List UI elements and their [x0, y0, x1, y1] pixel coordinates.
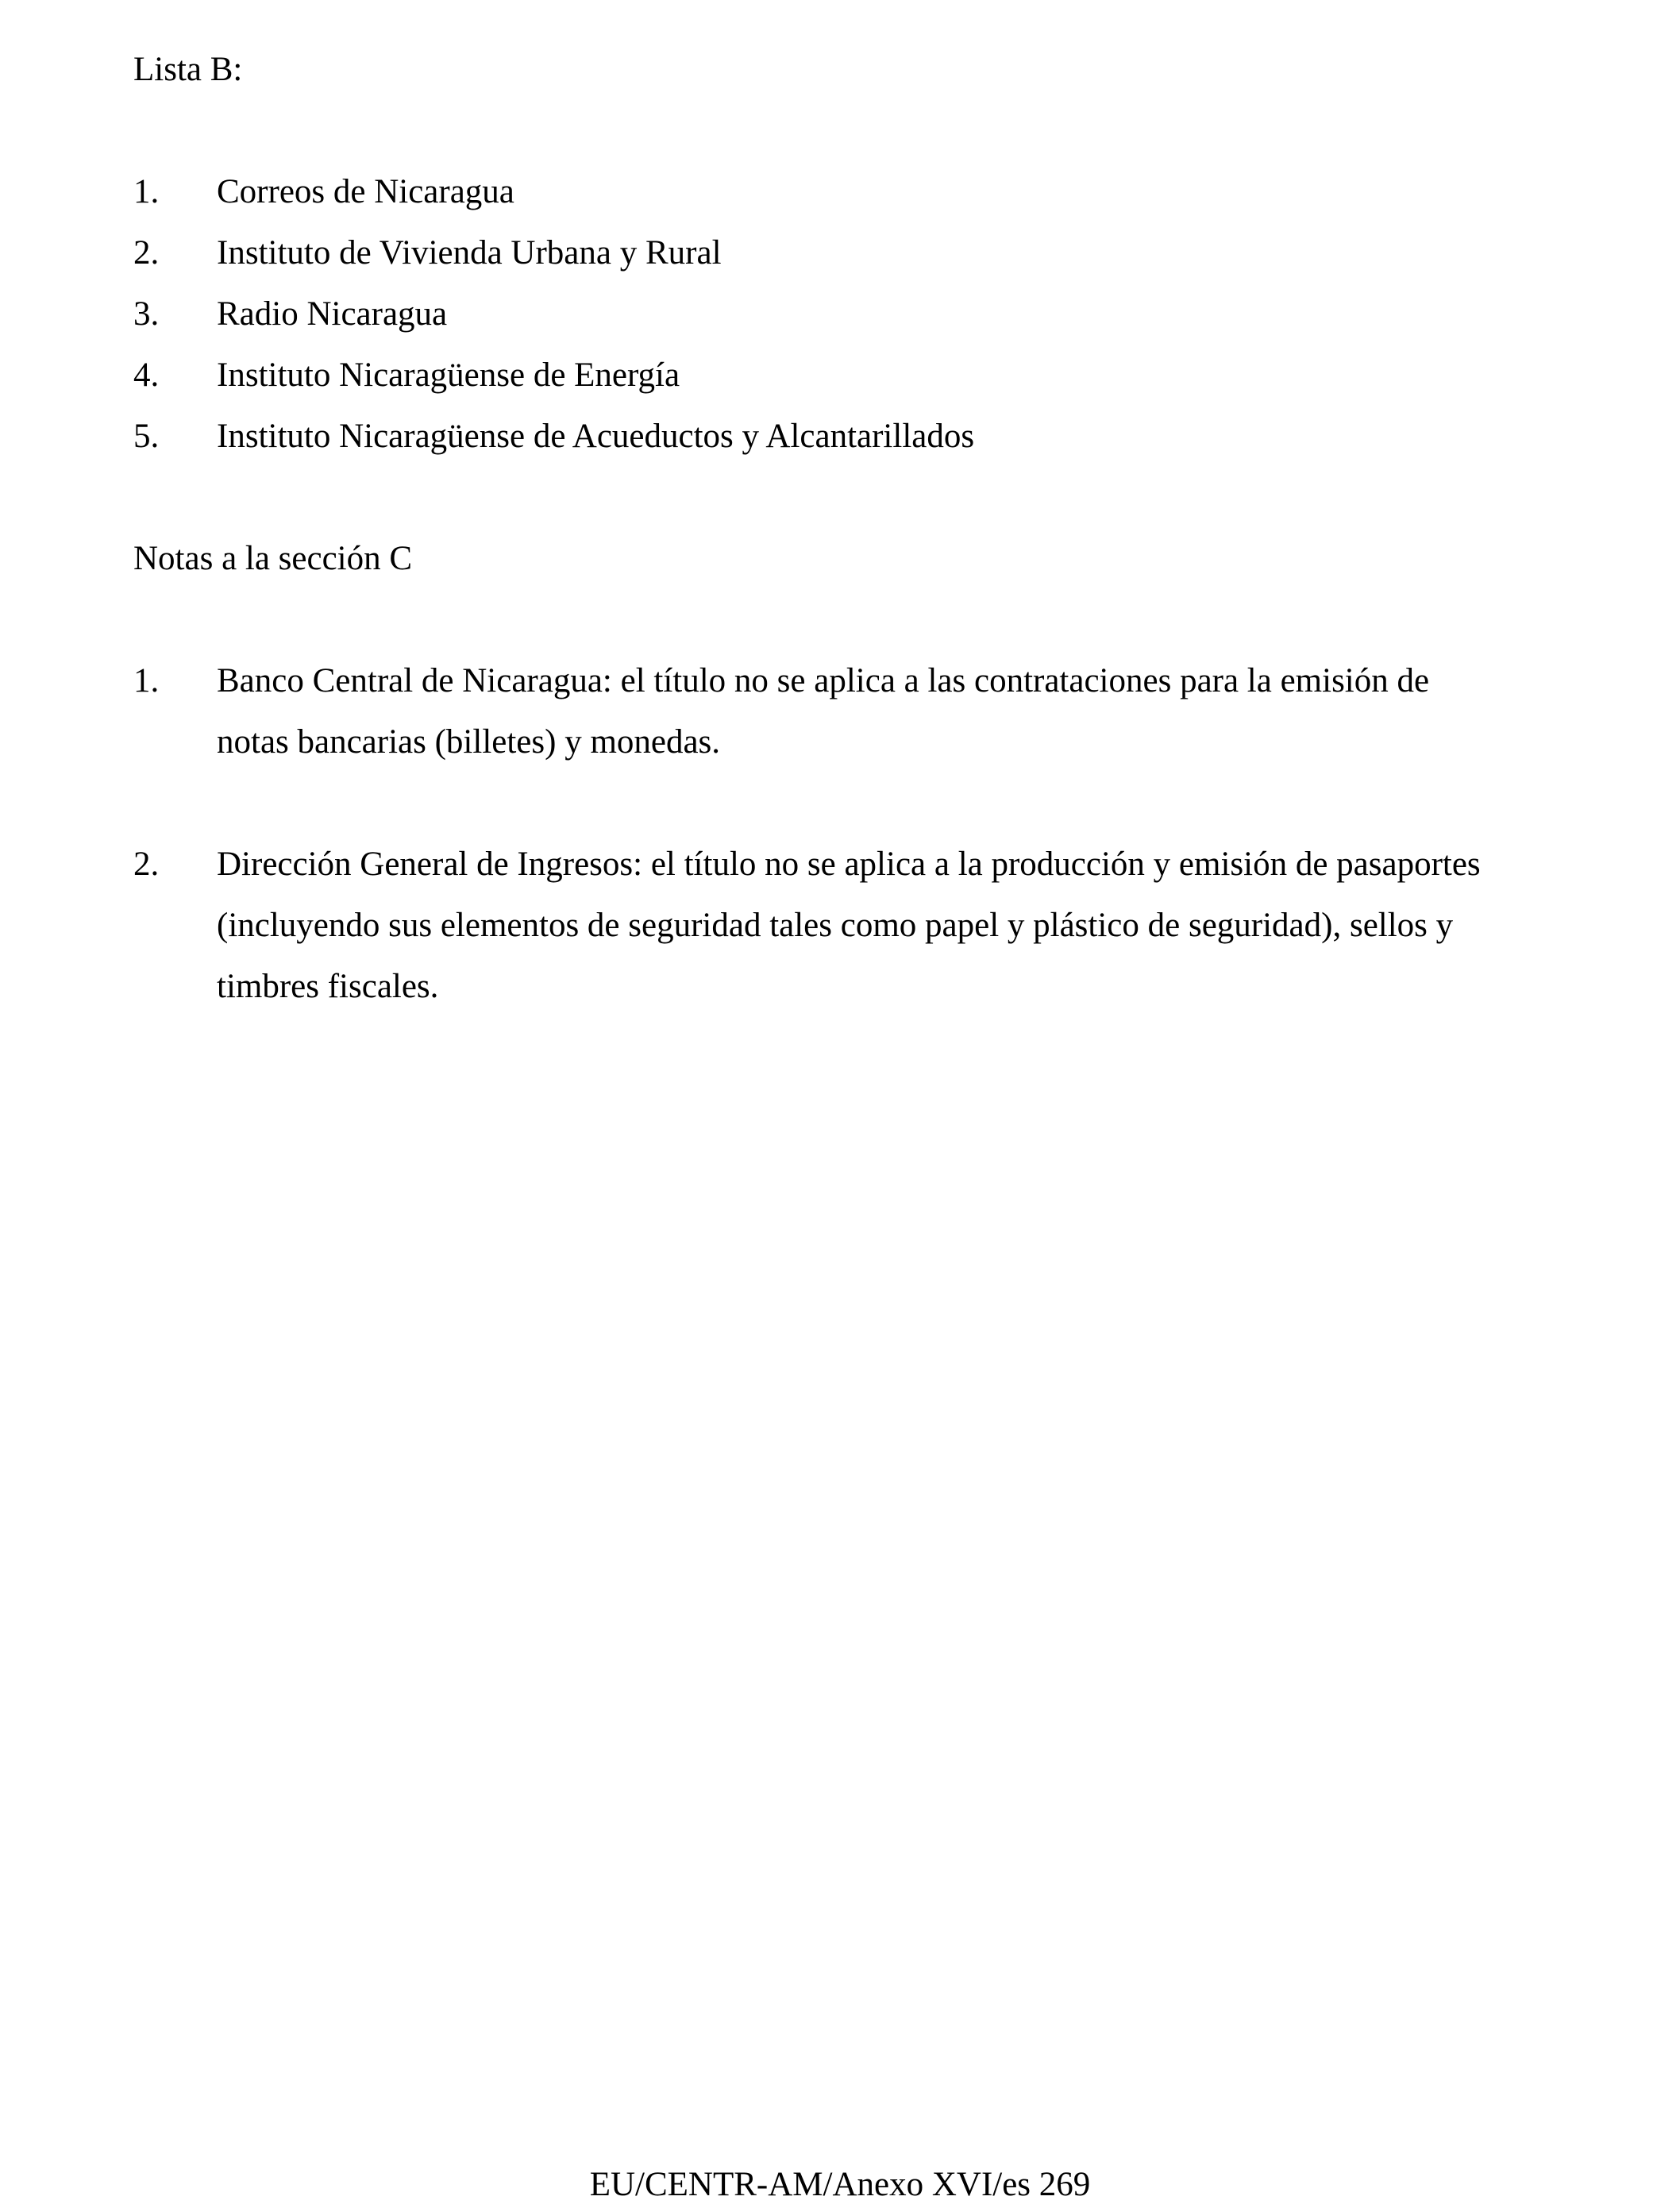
page-footer-reference: EU/CENTR-AM/Anexo XVI/es 269	[589, 2166, 1091, 2203]
note-text-line: notas bancarias (billetes) y monedas.	[217, 723, 721, 761]
list-item-number: 4.	[133, 356, 160, 394]
list-item-text: Correos de Nicaragua	[217, 173, 514, 210]
note-number: 2.	[133, 846, 160, 883]
list-item-number: 3.	[133, 295, 160, 333]
note-text-line: timbres fiscales.	[217, 968, 439, 1005]
list-item-text: Instituto Nicaragüense de Energía	[217, 356, 680, 394]
list-item-number: 1.	[133, 173, 160, 210]
note-text-line: Banco Central de Nicaragua: el título no se aplica a las contrataciones para la emisión de	[217, 662, 1430, 699]
notas-heading: Notas a la sección C	[133, 540, 413, 577]
note-text-line: Dirección General de Ingresos: el título no se aplica a la producción y emisión de pasaportes	[217, 846, 1481, 883]
list-item-text: Instituto de Vivienda Urbana y Rural	[217, 234, 722, 272]
list-item-text: Radio Nicaragua	[217, 295, 448, 333]
list-item-text: Instituto Nicaragüense de Acueductos y Alcantarillados	[217, 418, 975, 455]
note-number: 1.	[133, 662, 160, 699]
lista-b-heading: Lista B:	[133, 51, 243, 88]
list-item-number: 2.	[133, 234, 160, 272]
note-text-line: (incluyendo sus elementos de seguridad tales como papel y plástico de seguridad), sellos y	[217, 907, 1454, 944]
list-item-number: 5.	[133, 418, 160, 455]
